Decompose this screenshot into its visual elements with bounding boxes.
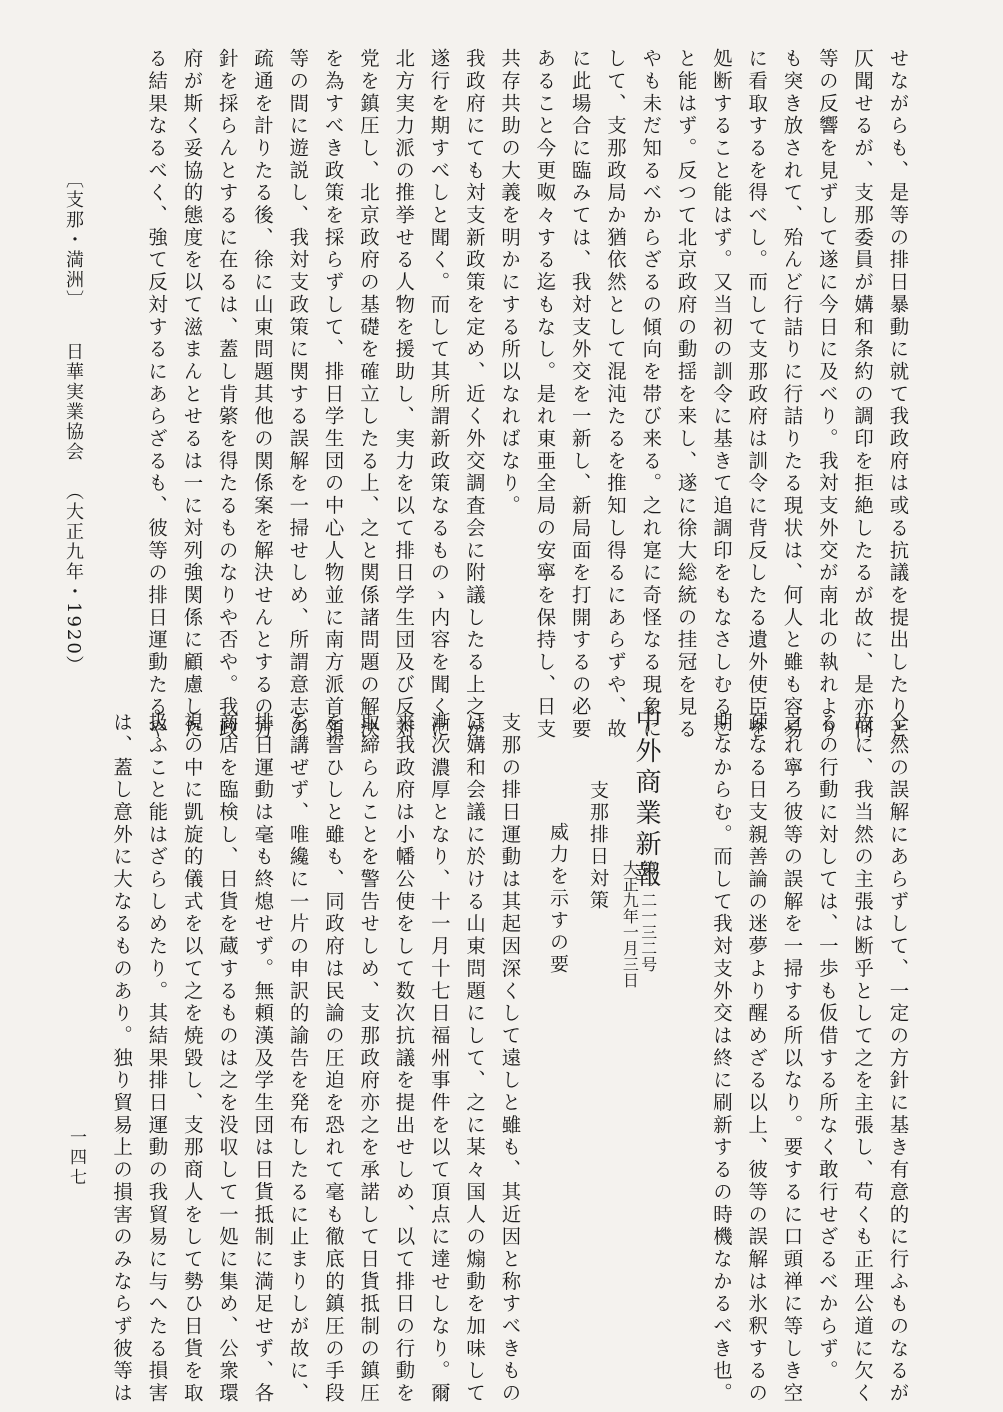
text-column: 遂行を期すべしと聞く。而して其所謂新政策なるものゝ内容を聞くに <box>427 48 451 741</box>
header-publisher: 日華実業協会 <box>63 342 84 462</box>
text-column: は媾和会議に於ける山東問題にして、之に某々国人の煽動を加味して <box>463 712 487 1405</box>
text-column: に看取するを得べし。而して支那政府は訓令に背反したる遺外使臣を <box>745 48 769 741</box>
text-column: 仄聞せるが、支那委員が媾和条約の調印を拒絶したるが故に、是亦何 <box>851 48 875 741</box>
text-column: 之れ寧ろ彼等の誤解を一掃する所以なり。要するに口頭禅に等しき空 <box>780 712 804 1405</box>
text-column: 支那の排日運動は其起因深くして遠しと雖も、其近因と称すべきもの <box>498 712 522 1405</box>
text-column: 等の間に遊説し、我対支政策に関する誤解を一掃せしめ、所謂意志の <box>286 48 310 741</box>
text-column: 府が斯く妥協的態度を以て滋まんとせるは一に対列強関係に顧慮した <box>180 48 204 741</box>
text-column: 故に、我当然の主張は断乎として之を主張し、苟くも正理公道に欠く <box>851 712 875 1405</box>
text-column: あること今更呶々する迄もなし。是れ東亜全局の安寧を保持し、日支 <box>533 48 557 741</box>
text-column: る結果なるべく、強て反対するにあらざるも、彼等の排日運動たるや <box>145 48 169 741</box>
text-column: を為すべき政策を採らずして、排日学生団の中心人物並に南方派首領 <box>321 48 345 741</box>
text-column: 等の反響を見ずして遂に今日に及べり。我対支外交が南北の執れより <box>815 48 839 741</box>
text-column: るの行動に対しては、一歩も仮借する所なく敢行せざるべからず。 <box>815 712 839 1383</box>
text-column: 疎なる日支親善論の迷夢より醒めざる以上、彼等の誤解は氷釈するの <box>745 712 769 1405</box>
text-column: して、支那政局か猶依然として混沌たるを推知し得るにあらずや、故 <box>604 48 627 741</box>
text-column: に此場合に臨みては、我対支外交を一新し、新局面を打開するの必要 <box>568 48 592 741</box>
header-collection: 〔支那・満洲〕 <box>63 170 84 310</box>
text-column: 排日運動は毫も終熄せず。無頼漢及学生団は日貨抵制に満足せず、各 <box>251 712 275 1405</box>
text-column: 来我政府は小幡公使をして数次抗議を提出せしめ、以て排日の行動を <box>392 712 416 1405</box>
text-column: を講ぜず、唯纔に一片の申訳的諭告を発布したるに止まりしが故に、 <box>286 712 310 1405</box>
issue-date: 大正九年一月三日 <box>620 860 640 988</box>
text-column: を誓ひしと雖も、同政府は民論の圧迫を恐れて毫も徹底的鎮圧の手段 <box>321 712 345 1405</box>
text-column: 疏通を計りたる後、徐に山東問題其他の関係案を解決せんとするの方 <box>251 48 274 741</box>
text-column: 漸次濃厚となり、十一月十七日福州事件を以て頂点に達せしなり。爾 <box>427 712 451 1405</box>
text-column: 針を採らんとするに在るは、蓋し肯綮を得たるものなりや否や。我政 <box>215 48 239 741</box>
header-year: （大正九年・1920） <box>63 482 84 676</box>
text-column: 期なからむ。而して我対支外交は終に刷新するの時機なかるべき也。 <box>709 712 733 1405</box>
issue-number: 第一二一三二号 <box>638 860 658 972</box>
text-column: 扱ふこと能はざらしめたり。其結果排日運動の我貿易に与へたる損害 <box>145 712 169 1405</box>
text-column: せながらも、是等の排日暴動に就て我政府は或る抗議を提出したりと <box>886 48 910 741</box>
page-number: 一四七 <box>66 1128 86 1188</box>
text-column: 党を鎮圧し、北京政府の基礎を確立したる上、之と関係諸問題の解決 <box>356 48 380 741</box>
issue-block <box>620 860 657 988</box>
text-column: 我政府にても対支新政策を定め、近く外交調査会に附議したる上之が <box>462 48 486 741</box>
article-title: 威力を示すの要 <box>547 822 569 976</box>
text-column: 処断すること能はず。又当初の訓令に基きて追調印をもなさしむるこ <box>709 48 733 741</box>
newspaper-name: 中外商業新報 <box>631 706 661 892</box>
text-column: 全然の誤解にあらずして、一定の方針に基き有意的に行ふものなるが <box>886 712 910 1405</box>
text-column: 北方実力派の推挙せる人物を援助し、実力を以て排日学生団及び反対 <box>392 48 416 741</box>
text-column: やも未だ知るべからざるの傾向を帯び来る。之れ寔に奇怪なる現象に <box>639 48 663 741</box>
text-column: 商店を臨検し、日貨を蔵するものは之を没収して一処に集め、公衆環 <box>216 712 239 1405</box>
text-column: 共存共助の大義を明かにする所以なればなり。 <box>498 48 522 518</box>
text-column: と能はず。反つて北京政府の動揺を来し、遂に徐大総統の挂冠を見る <box>674 48 698 741</box>
text-column: 視の中に凱旋的儀式を以て之を焼毀し、支那商人をして勢ひ日貨を取 <box>180 712 204 1405</box>
text-column: は、蓋し意外に大なるものあり。独り貿易上の損害のみならず彼等は <box>110 712 134 1405</box>
article-category: 支那排日対策 <box>587 780 609 912</box>
text-column: 取締らんことを警告せしめ、支那政府亦之を承諾して日貨抵制の鎮圧 <box>357 712 381 1405</box>
text-column: も突き放されて、殆んど行詰りに行詰りたる現状は、何人と雖も容易 <box>780 48 804 741</box>
running-header <box>60 170 86 676</box>
